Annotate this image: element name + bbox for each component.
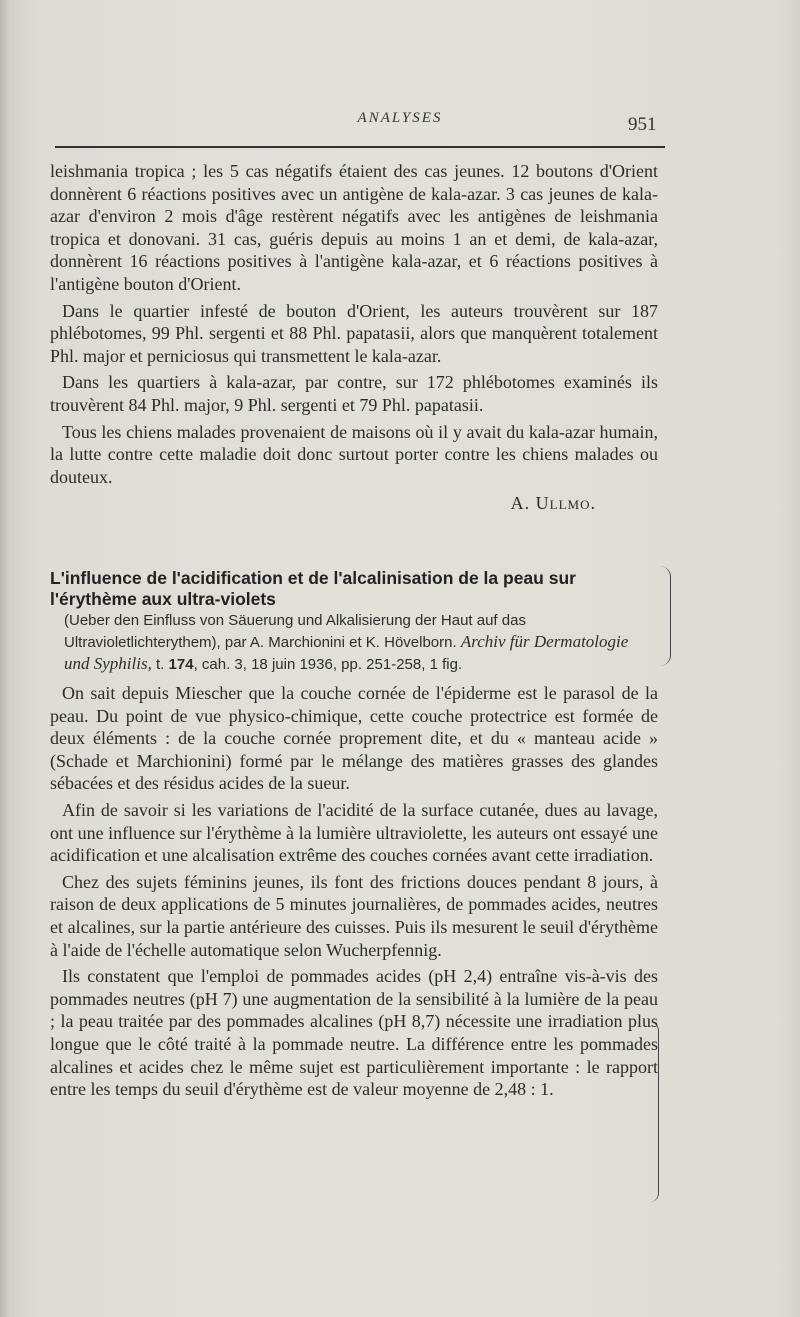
margin-brace — [650, 1022, 659, 1202]
header-rule — [55, 146, 665, 148]
article-paragraph-2: Afin de savoir si les variations de l'acidité de la surface cutanée, dues au lavage, ont une influence sur l'érythème à la lumière ultraviolette, les auteurs ont essayé une acidification et une alcalisation extrême des couches cornées avant cette irradiation. — [50, 799, 658, 866]
previous-paragraph-4: Tous les chiens malades provenaient de maisons où il y avait du kala-azar humain, la lutte contre cette maladie doit donc surtout porter contre les chiens malades ou douteux. — [50, 421, 658, 487]
article-heading — [50, 568, 650, 675]
citation-details: , cah. 3, 18 juin 1936, pp. 251-258, 1 fig. — [193, 656, 463, 673]
article-title — [50, 568, 650, 610]
previous-paragraph-3: Dans les quartiers à kala-azar, par contre, sur 172 phlébotomes examinés ils trouvèrent 84 Phl. major, 9 Phl. sergenti et 79 Phl. papatasii. — [50, 372, 658, 415]
article-reference-text: (Ueber den Einfluss von Säuerung und Alkalisierung der Haut auf das Ultravioletlichterythem), par A. Marchionini et K. Hövelborn. — [64, 612, 526, 651]
article-paragraph-1: On sait depuis Miescher que la couche cornée de l'épiderme est le parasol de la peau. Du point de vue physico-chimique, cette couche protectrice est formée de deux éléments : de la couche cornée proprement dite, et du « manteau acide » (Schade et Marchionini) formé par le mélange des matières grasses des glandes sébacées et des résidus acides de la sueur. — [50, 683, 658, 794]
page-number: 951 — [628, 114, 657, 135]
reviewer-signature-text: A. Ullmo. — [510, 493, 596, 514]
previous-paragraph-2: Dans le quartier infesté de bouton d'Orient, les auteurs trouvèrent sur 187 phlébotomes, 99 Phl. sergenti et 88 Phl. papatasii, alors que manquèrent totalement Phl. major et perniciosus qui transmettent le kala-azar. — [50, 300, 658, 366]
journal-name: Archiv für Dermatologie und Syphilis, — [64, 632, 629, 673]
article-reference — [50, 610, 650, 675]
reviewer-signature — [50, 492, 658, 515]
citation-volume: 174 — [168, 656, 194, 673]
previous-paragraph-1: leishmania tropica ; les 5 cas négatifs étaient des cas jeunes. 12 boutons d'Orient donnèrent 6 réactions positives avec un antigène de kala-azar. 3 cas jeunes de kala-azar d'environ 2 mois d'âge restèrent négatifs avec les antigènes de leishmania tropica et donovani. 31 cas, guéris depuis au moins 1 an et demi, de kala-azar, donnèrent 16 réactions positives à l'antigène kala-azar, et 6 réactions positives à l'antigène bouton d'Orient. — [50, 161, 658, 294]
article-body — [50, 682, 658, 1105]
previous-review — [50, 160, 658, 515]
citation-prefix: t. — [156, 656, 165, 673]
heading-brace — [660, 566, 671, 666]
running-title: ANALYSES — [357, 110, 443, 126]
article-paragraph-3: Chez des sujets féminins jeunes, ils font des frictions douces pendant 8 jours, à raison de deux applications de 5 minutes journalières, de pommades acides, neutres et alcalines, sur la partie antérieure des cuisses. Puis ils mesurent le seuil d'érythème à l'aide de l'échelle automatique selon Wucherpfennig. — [50, 871, 658, 960]
article-paragraph-4: Ils constatent que l'emploi de pommades acides (pH 2,4) entraîne vis-à-vis des pommades neutres (pH 7) une augmentation de la sensibilité à la lumière de la peau ; la peau traitée par des pommades alcalines (pH 8,7) nécessite une irradiation plus longue que le côté traité à la pommade neutre. La différence entre les pommades alcalines et acides chez le même sujet est particulièrement importante : le rapport entre les temps du seuil d'érythème est de valeur moyenne de 2,48 : 1. — [50, 966, 658, 1100]
article-title-text: L'influence de l'acidification et de l'alcalinisation de la peau sur l'érythème aux ultra-violets — [50, 568, 576, 609]
